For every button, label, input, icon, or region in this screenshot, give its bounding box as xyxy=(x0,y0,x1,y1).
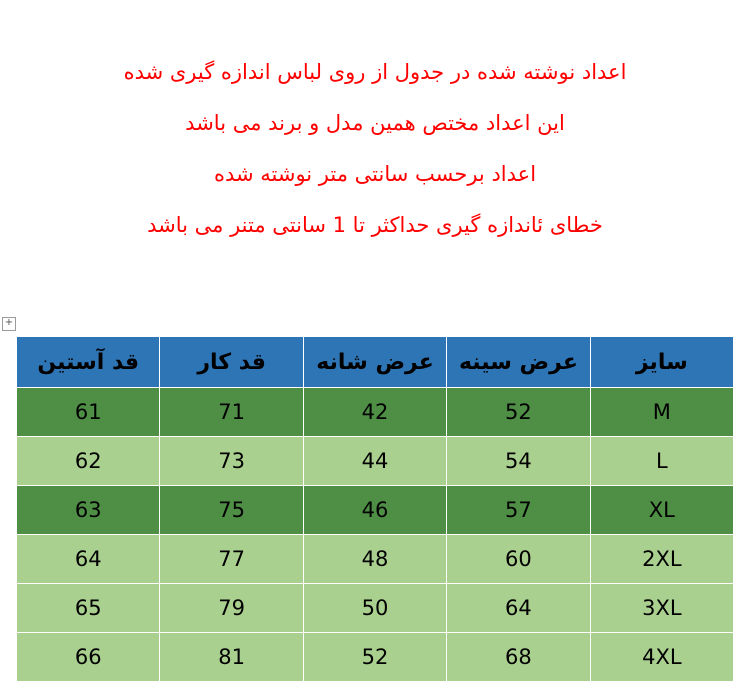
cell-chest-width: 57 xyxy=(447,486,590,535)
cell-sleeve-length: 64 xyxy=(17,535,160,584)
size-table-head xyxy=(17,337,734,388)
cell-body-length: 75 xyxy=(160,486,303,535)
table-row xyxy=(17,388,734,437)
cell-size: M xyxy=(590,388,733,437)
column-header-chest-width: عرض سینه xyxy=(447,337,590,388)
note-line-3: اعداد برحسب سانتی متر نوشته شده xyxy=(213,162,537,186)
cell-shoulder-width: 44 xyxy=(303,437,446,486)
cell-sleeve-length: 65 xyxy=(17,584,160,633)
cell-body-length: 73 xyxy=(160,437,303,486)
cell-body-length: 79 xyxy=(160,584,303,633)
cell-shoulder-width: 50 xyxy=(303,584,446,633)
table-row xyxy=(17,486,734,535)
table-row xyxy=(17,633,734,682)
cell-shoulder-width: 52 xyxy=(303,633,446,682)
cell-sleeve-length: 61 xyxy=(17,388,160,437)
cell-sleeve-length: 63 xyxy=(17,486,160,535)
column-header-size: سایز xyxy=(590,337,733,388)
table-row xyxy=(17,437,734,486)
note-line-2: این اعداد مختص همین مدل و برند می باشد xyxy=(185,111,565,135)
table-move-handle-icon[interactable]: + xyxy=(2,317,16,331)
cell-body-length: 71 xyxy=(160,388,303,437)
note-line-4: خطای ئاندازه گیری حداکثر تا 1 سانتی متنر می باشد xyxy=(147,213,603,237)
size-table-container xyxy=(4,317,734,682)
note-line-1: اعداد نوشته شده در جدول از روی لباس اندازه گیری شده xyxy=(123,60,627,84)
cell-size: L xyxy=(590,437,733,486)
table-row xyxy=(17,584,734,633)
column-header-sleeve-length: قد آستین xyxy=(17,337,160,388)
table-header-row xyxy=(17,337,734,388)
cell-chest-width: 54 xyxy=(447,437,590,486)
column-header-body-length: قد کار xyxy=(160,337,303,388)
cell-sleeve-length: 66 xyxy=(17,633,160,682)
cell-chest-width: 68 xyxy=(447,633,590,682)
size-table xyxy=(16,336,734,682)
cell-size: 2XL xyxy=(590,535,733,584)
cell-chest-width: 60 xyxy=(447,535,590,584)
notes-block xyxy=(0,0,750,236)
table-row xyxy=(17,535,734,584)
column-header-shoulder-width: عرض شانه xyxy=(303,337,446,388)
cell-size: 4XL xyxy=(590,633,733,682)
cell-chest-width: 52 xyxy=(447,388,590,437)
size-table-body xyxy=(17,388,734,682)
cell-body-length: 81 xyxy=(160,633,303,682)
cell-shoulder-width: 48 xyxy=(303,535,446,584)
cell-shoulder-width: 46 xyxy=(303,486,446,535)
cell-size: 3XL xyxy=(590,584,733,633)
cell-body-length: 77 xyxy=(160,535,303,584)
cell-sleeve-length: 62 xyxy=(17,437,160,486)
cell-chest-width: 64 xyxy=(447,584,590,633)
cell-size: XL xyxy=(590,486,733,535)
cell-shoulder-width: 42 xyxy=(303,388,446,437)
